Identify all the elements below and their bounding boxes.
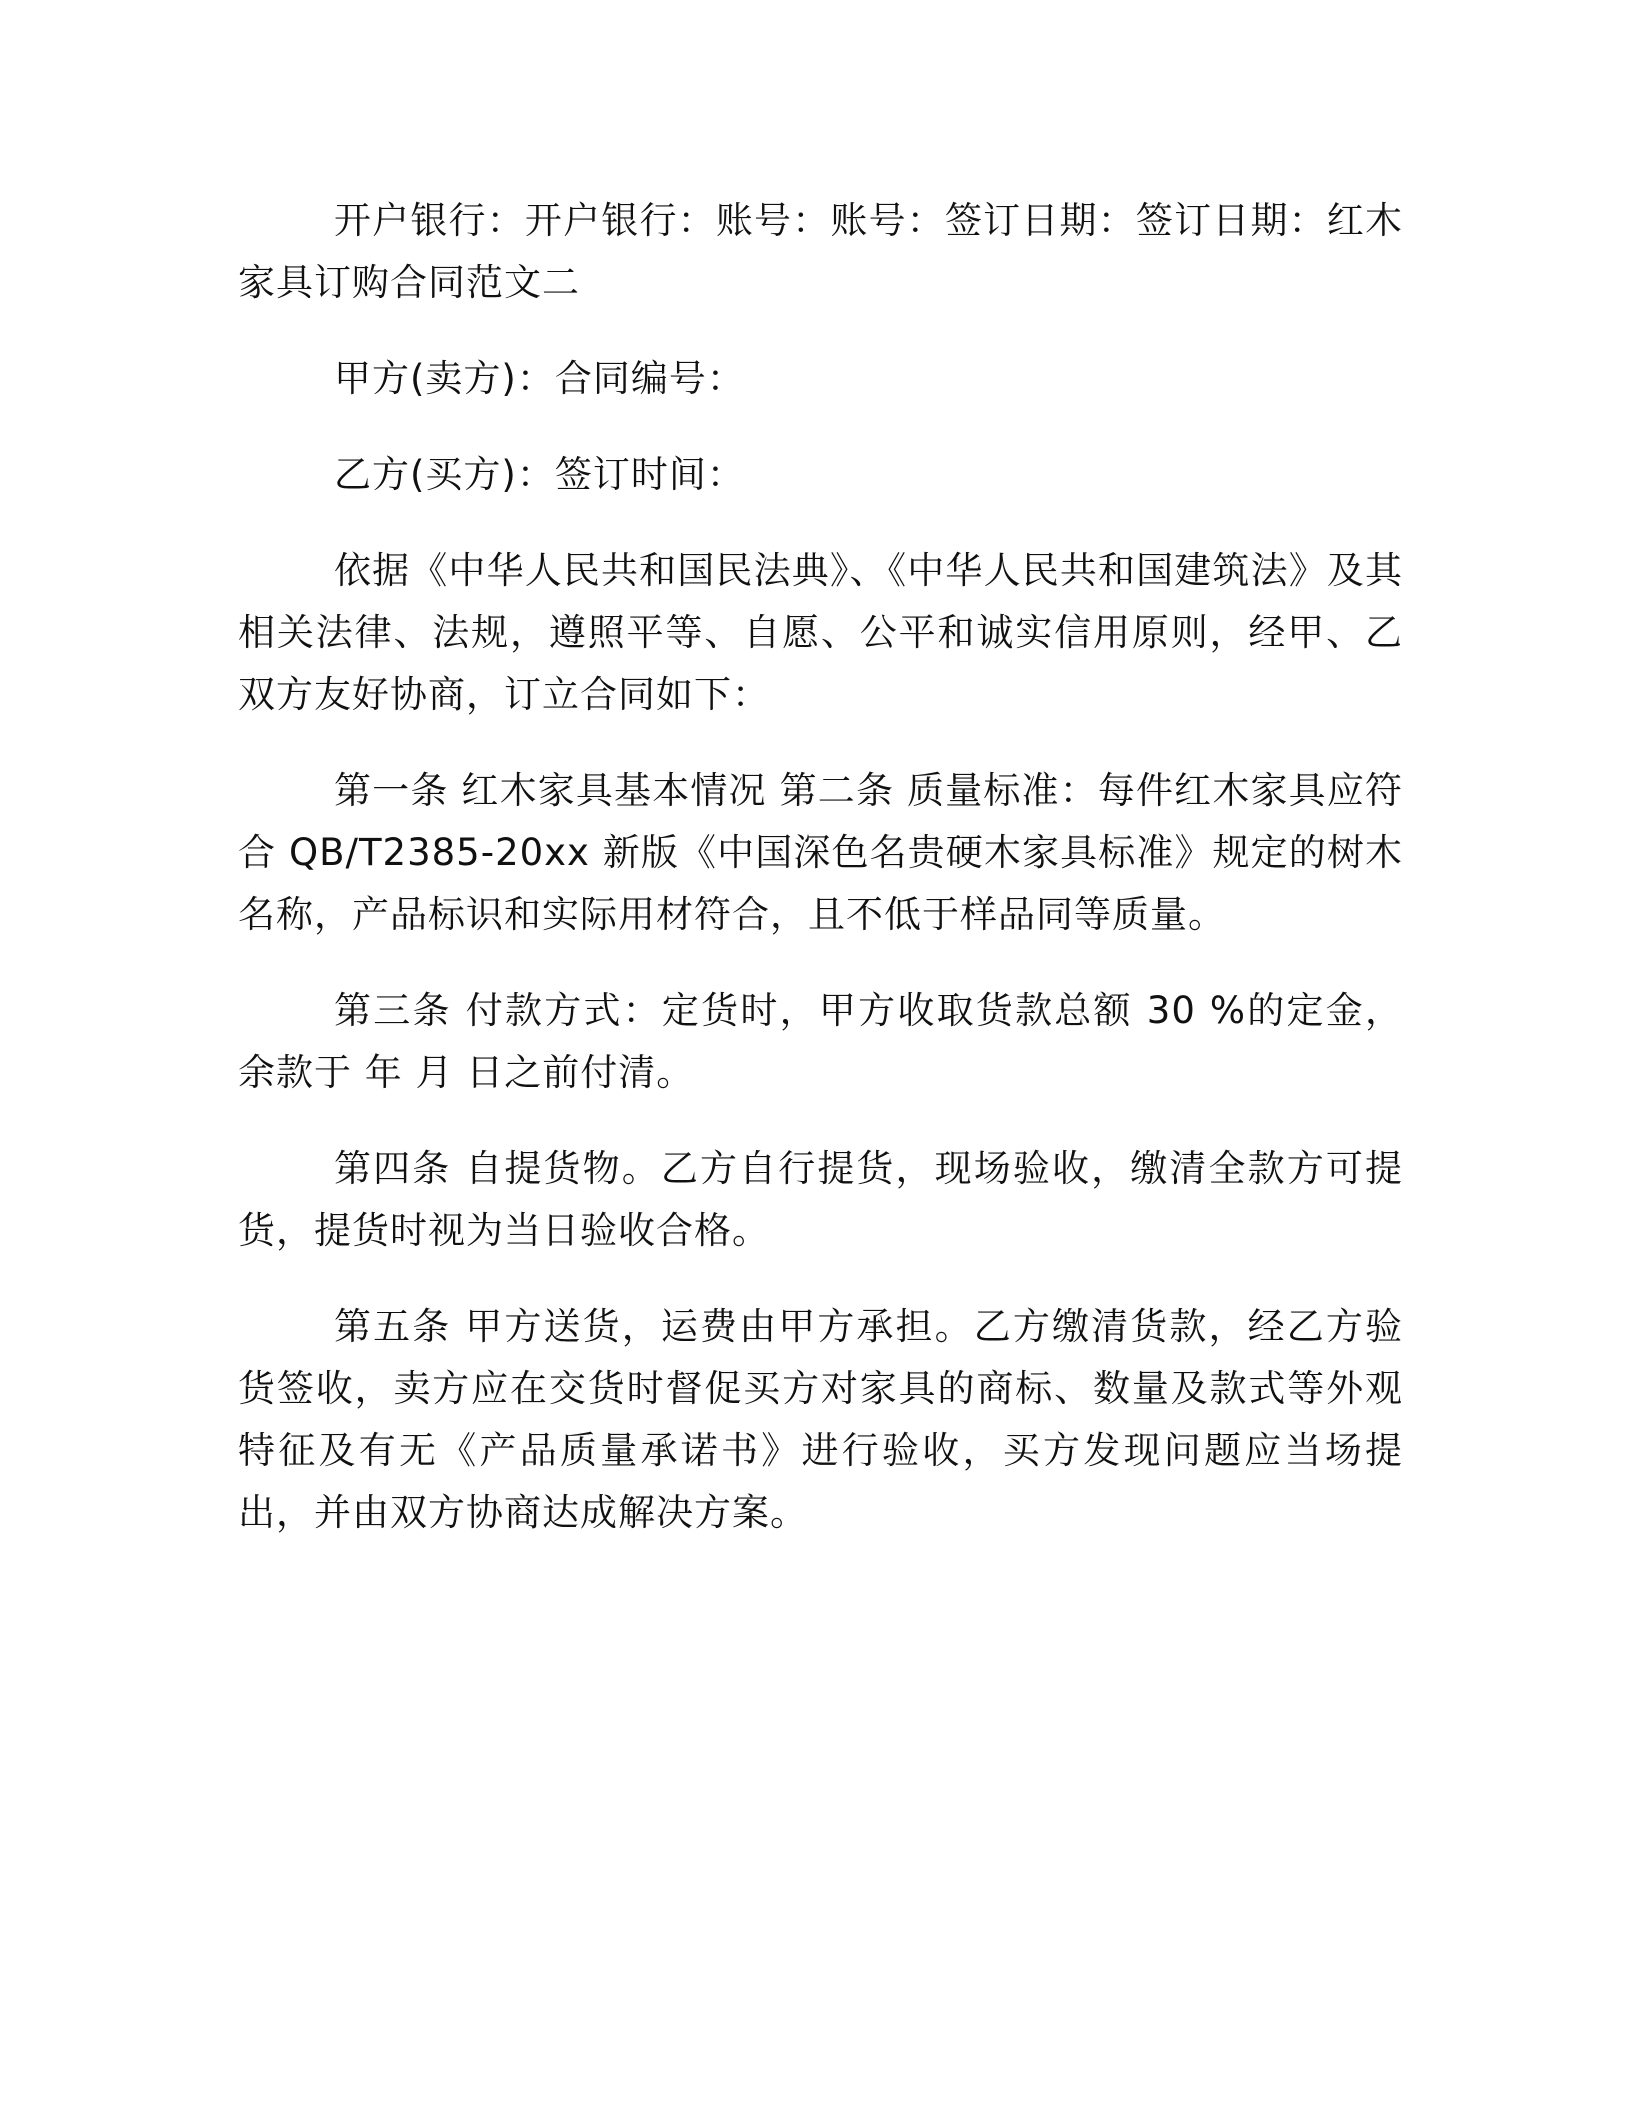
paragraph-article-4: 第四条 自提货物。乙方自行提货，现场验收，缴清全款方可提货，提货时视为当日验收合格。 — [238, 1147, 1403, 1252]
paragraph-article-3: 第三条 付款方式：定货时，甲方收取货款总额 30 %的定金，余款于 年 月 日之前付清。 — [238, 989, 1403, 1094]
paragraph-party-b: 乙方(买方)：签订时间： — [334, 453, 745, 496]
paragraph-party-a: 甲方(卖方)：合同编号： — [334, 357, 745, 400]
document-body — [238, 190, 1403, 1544]
paragraph-legal-basis: 依据《中华人民共和国民法典》、《中华人民共和国建筑法》及其相关法律、法规，遵照平等、自愿、公平和诚实信用原则，经甲、乙双方友好协商，订立合同如下： — [238, 549, 1403, 716]
paragraph-article-5: 第五条 甲方送货，运费由甲方承担。乙方缴清货款，经乙方验货签收，卖方应在交货时督促买方对家具的商标、数量及款式等外观特征及有无《产品质量承诺书》进行验收，买方发现问题应当场提出，并由双方协商达成解决方案。 — [238, 1305, 1403, 1534]
paragraph-article-1-2: 第一条 红木家具基本情况 第二条 质量标准：每件红木家具应符合 QB/T2385-20xx 新版《中国深色名贵硬木家具标准》规定的树木名称，产品标识和实际用材符合，且不低于样品同等质量。 — [238, 769, 1403, 936]
paragraph-bank-account-date: 开户银行：开户银行：账号：账号：签订日期：签订日期：红木家具订购合同范文二 — [238, 199, 1403, 304]
